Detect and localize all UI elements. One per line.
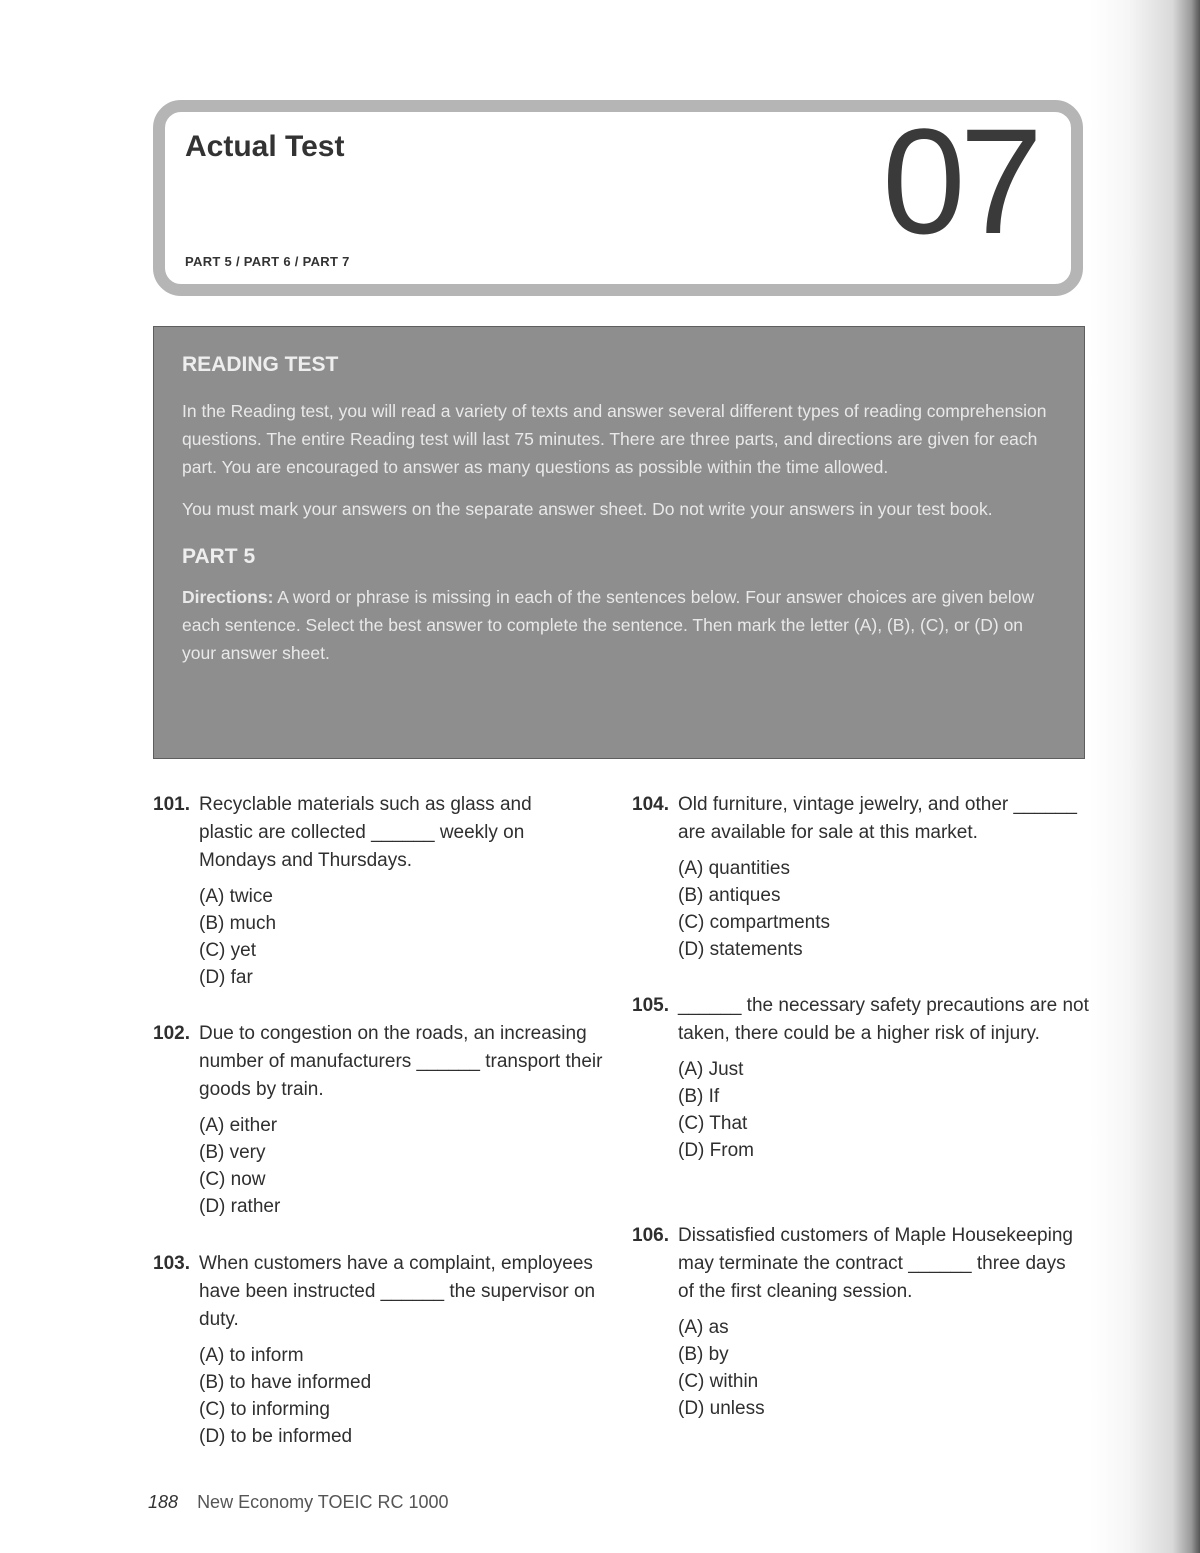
- reading-test-paragraph: In the Reading test, you will read a variety of texts and answer several different types of reading comprehension questions. The entire Reading test will last 75 minutes. There are three parts, and directions are given for each part. You are encouraged to answer as many questions as possible within the time allowed.: [182, 401, 1047, 477]
- test-header: [153, 97, 1083, 296]
- answer-option: (A) Just: [678, 1059, 744, 1080]
- answer-option: (B) to have informed: [199, 1372, 372, 1393]
- answer-option: (A) twice: [199, 886, 273, 907]
- answer-options: [199, 883, 583, 991]
- question-stem: Due to congestion on the roads, an increasing number of manufacturers ______ transport their goods by train.: [199, 1023, 603, 1100]
- question-number: 103.: [153, 1253, 190, 1274]
- question-number: 105.: [632, 995, 669, 1016]
- directions: [182, 583, 1056, 667]
- part-title: PART 5: [182, 545, 256, 568]
- answer-option: (A) as: [678, 1317, 729, 1338]
- question-number: 102.: [153, 1023, 190, 1044]
- answer-option: (C) yet: [199, 940, 256, 961]
- question-101: [153, 791, 583, 991]
- answer-options: [678, 1056, 1090, 1164]
- question-number: 104.: [632, 794, 669, 815]
- answer-options: [678, 1314, 1082, 1422]
- answer-option: (C) within: [678, 1371, 759, 1392]
- answer-option: (C) That: [678, 1113, 748, 1134]
- answer-option: (C) now: [199, 1169, 266, 1190]
- answer-option: (D) statements: [678, 939, 803, 960]
- question-103: [153, 1250, 613, 1450]
- reading-test-paragraph: You must mark your answers on the separate answer sheet. Do not write your answers in your test book.: [182, 499, 993, 519]
- question-number: 106.: [632, 1225, 669, 1246]
- answer-options: [678, 855, 1082, 963]
- page-number: 188: [148, 1492, 179, 1512]
- answer-option: (B) by: [678, 1344, 729, 1365]
- answer-options: [199, 1342, 613, 1450]
- answer-option: (C) to informing: [199, 1399, 330, 1420]
- test-number: 07: [882, 97, 1037, 265]
- question-106: [632, 1222, 1082, 1422]
- answer-option: (D) From: [678, 1140, 754, 1161]
- question-104: [632, 791, 1082, 963]
- answer-option: (D) to be informed: [199, 1426, 353, 1447]
- page-edge-shadow: [1090, 0, 1200, 1553]
- question-105: [632, 992, 1090, 1164]
- answer-option: (D) unless: [678, 1398, 765, 1419]
- directions-text: A word or phrase is missing in each of the sentences below. Four answer choices are given below each sentence. Select the best answer to complete the sentence. Then mark the letter (A), (B), (C), or (D) on your answer sheet.: [182, 587, 1035, 663]
- answer-options: [199, 1112, 603, 1220]
- test-parts: PART 5 / PART 6 / PART 7: [185, 254, 350, 269]
- answer-option: (B) very: [199, 1142, 266, 1163]
- answer-option: (A) quantities: [678, 858, 790, 879]
- page-footer: [148, 1492, 449, 1513]
- question-stem: When customers have a complaint, employees have been instructed ______ the supervisor on duty.: [199, 1253, 596, 1330]
- answer-option: (B) much: [199, 913, 277, 934]
- answer-option: (A) either: [199, 1115, 278, 1136]
- reading-test-title: READING TEST: [182, 353, 339, 376]
- answer-option: (A) to inform: [199, 1345, 304, 1366]
- answer-option: (D) far: [199, 967, 253, 988]
- question-number: 101.: [153, 794, 190, 815]
- question-stem: ______ the necessary safety precautions are not taken, there could be a higher risk of injury.: [678, 995, 1089, 1044]
- question-stem: Old furniture, vintage jewelry, and other ______ are available for sale at this market.: [678, 794, 1077, 843]
- book-title: New Economy TOEIC RC 1000: [197, 1492, 449, 1512]
- answer-option: (B) antiques: [678, 885, 781, 906]
- question-102: [153, 1020, 603, 1220]
- test-title: Actual Test: [185, 130, 345, 163]
- reading-test-instructions: [153, 326, 1085, 759]
- question-stem: Dissatisfied customers of Maple Housekeeping may terminate the contract ______ three days of the first cleaning session.: [678, 1225, 1073, 1302]
- answer-option: (B) If: [678, 1086, 720, 1107]
- answer-option: (D) rather: [199, 1196, 281, 1217]
- question-stem: Recyclable materials such as glass and plastic are collected ______ weekly on Mondays and Thursdays.: [199, 794, 532, 871]
- answer-option: (C) compartments: [678, 912, 831, 933]
- directions-label: Directions:: [182, 587, 274, 607]
